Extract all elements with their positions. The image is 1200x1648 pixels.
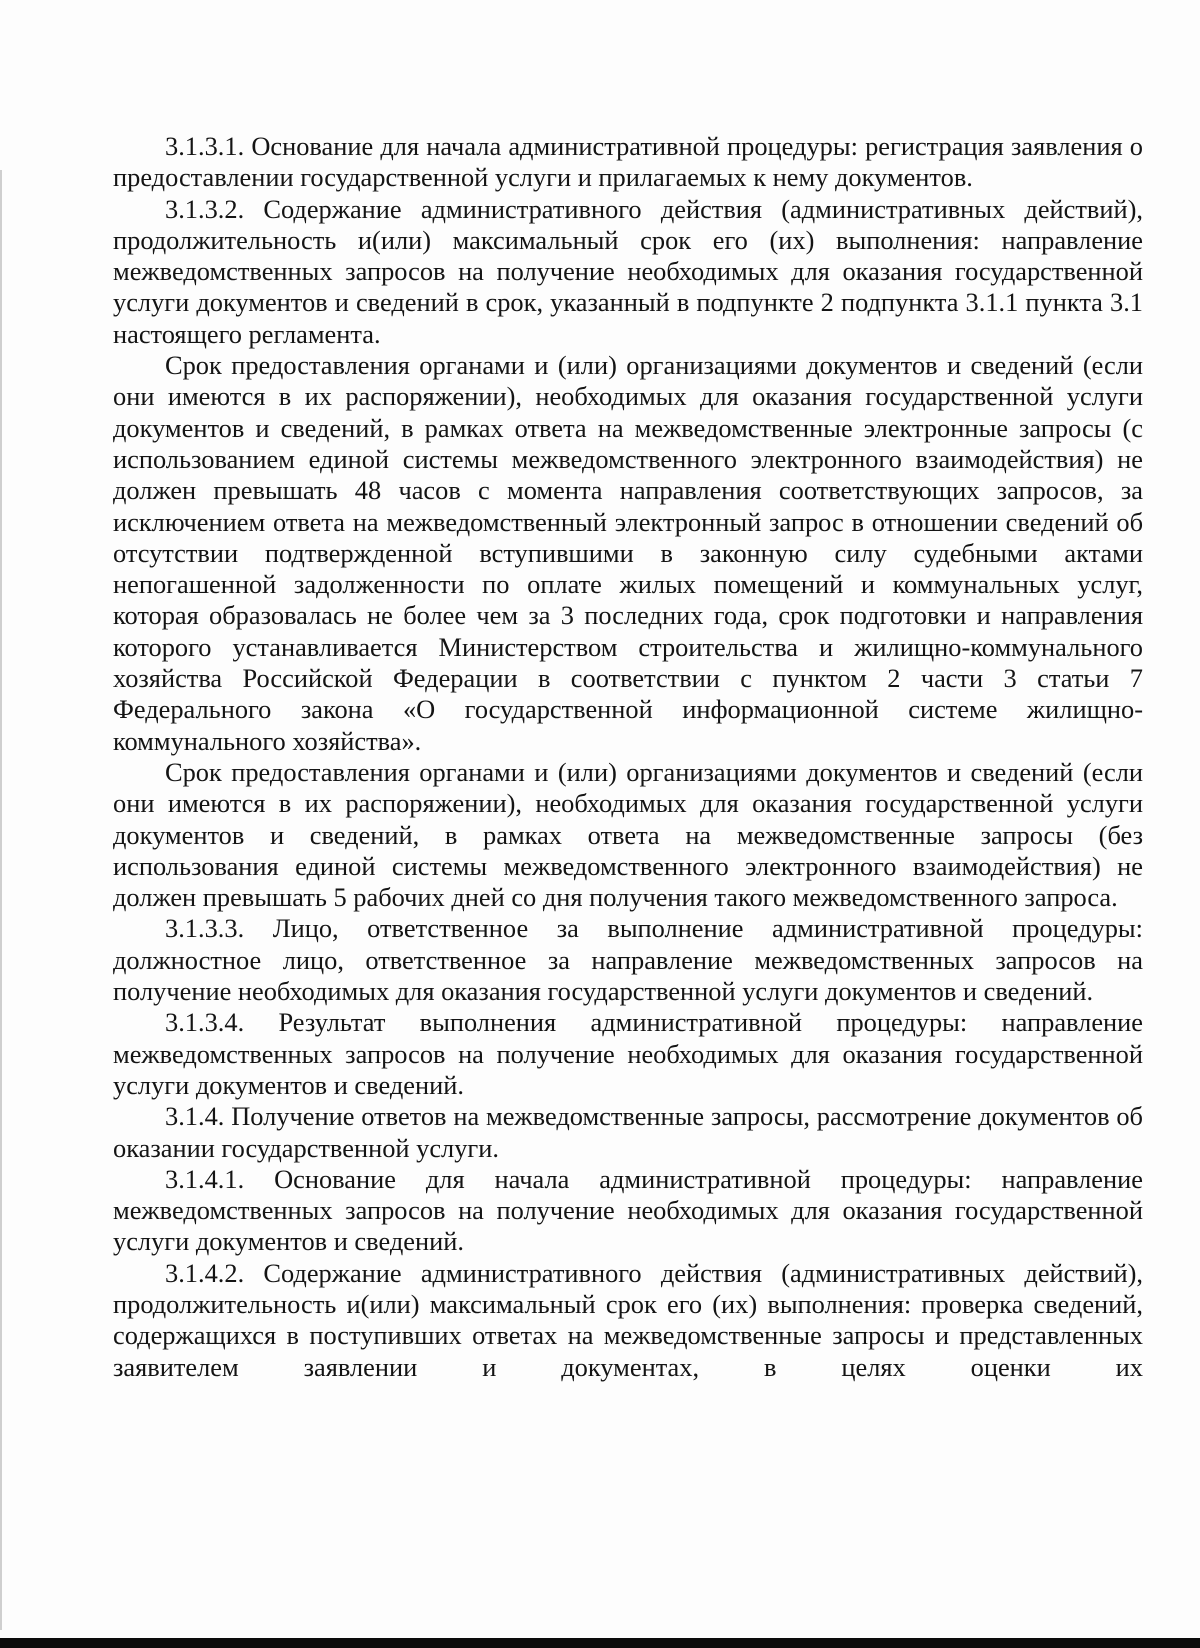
paragraph-3-1-4: 3.1.4. Получение ответов на межведомственные запросы, рассмотрение документов об оказании государственной услуги. bbox=[113, 1101, 1143, 1163]
paragraph-electronic-requests-deadline: Срок предоставления органами и (или) организациями документов и сведений (если они имеются в их распоряжении), необходимых для оказания государственной услуги документов и сведений, в рамках ответа на межведомственные электронные запросы (с использованием единой системы межведомственного электронного взаимодействия) не должен превышать 48 часов с момента направления соответствующих запросов, за исключением ответа на межведомственный электронный запрос в отношении сведений об отсутствии подтвержденной вступившими в законную силу судебными актами непогашенной задолженности по оплате жилых помещений и коммунальных услуг, которая образовалась не более чем за 3 последних года, срок подготовки и направления которого устанавливается Министерством строительства и жилищно-коммунального хозяйства Российской Федерации в соответствии с пунктом 2 части 3 статьи 7 Федерального закона «О государственной информационной системе жилищно-коммунального хозяйства». bbox=[113, 350, 1143, 756]
paragraph-3-1-3-4: 3.1.3.4. Результат выполнения административной процедуры: направление межведомственных запросов на получение необходимых для оказания государственной услуги документов и сведений. bbox=[113, 1007, 1143, 1100]
paragraph-3-1-3-1: 3.1.3.1. Основание для начала административной процедуры: регистрация заявления о предоставлении государственной услуги и прилагаемых к нему документов. bbox=[113, 131, 1143, 193]
paragraph-3-1-4-2: 3.1.4.2. Содержание административного действия (административных действий), продолжительность и(или) максимальный срок его (их) выполнения: проверка сведений, содержащихся в поступивших ответах на межведомственные запросы и представленных заявителем заявлении и документах, в целях оценки их bbox=[113, 1257, 1143, 1382]
paragraph-non-electronic-requests-deadline: Срок предоставления органами и (или) организациями документов и сведений (если они имеются в их распоряжении), необходимых для оказания государственной услуги документов и сведений, в рамках ответа на межведомственные запросы (без использования единой системы межведомственного электронного взаимодействия) не должен превышать 5 рабочих дней со дня получения такого межведомственного запроса. bbox=[113, 756, 1143, 913]
document-body bbox=[113, 131, 1143, 1383]
scan-left-edge bbox=[0, 170, 2, 1630]
scan-bottom-border bbox=[0, 1638, 1200, 1648]
paragraph-3-1-3-3: 3.1.3.3. Лицо, ответственное за выполнение административной процедуры: должностное лицо, ответственное за направление межведомственных запросов на получение необходимых для оказания государственной услуги документов и сведений. bbox=[113, 913, 1143, 1007]
paragraph-3-1-4-1: 3.1.4.1. Основание для начала административной процедуры: направление межведомственных запросов на получение необходимых для оказания государственной услуги документов и сведений. bbox=[113, 1163, 1143, 1257]
paragraph-3-1-3-2: 3.1.3.2. Содержание административного действия (административных действий), продолжительность и(или) максимальный срок его (их) выполнения: направление межведомственных запросов на получение необходимых для оказания государственной услуги документов и сведений в срок, указанный в подпункте 2 подпункта 3.1.1 пункта 3.1 настоящего регламента. bbox=[113, 193, 1143, 349]
